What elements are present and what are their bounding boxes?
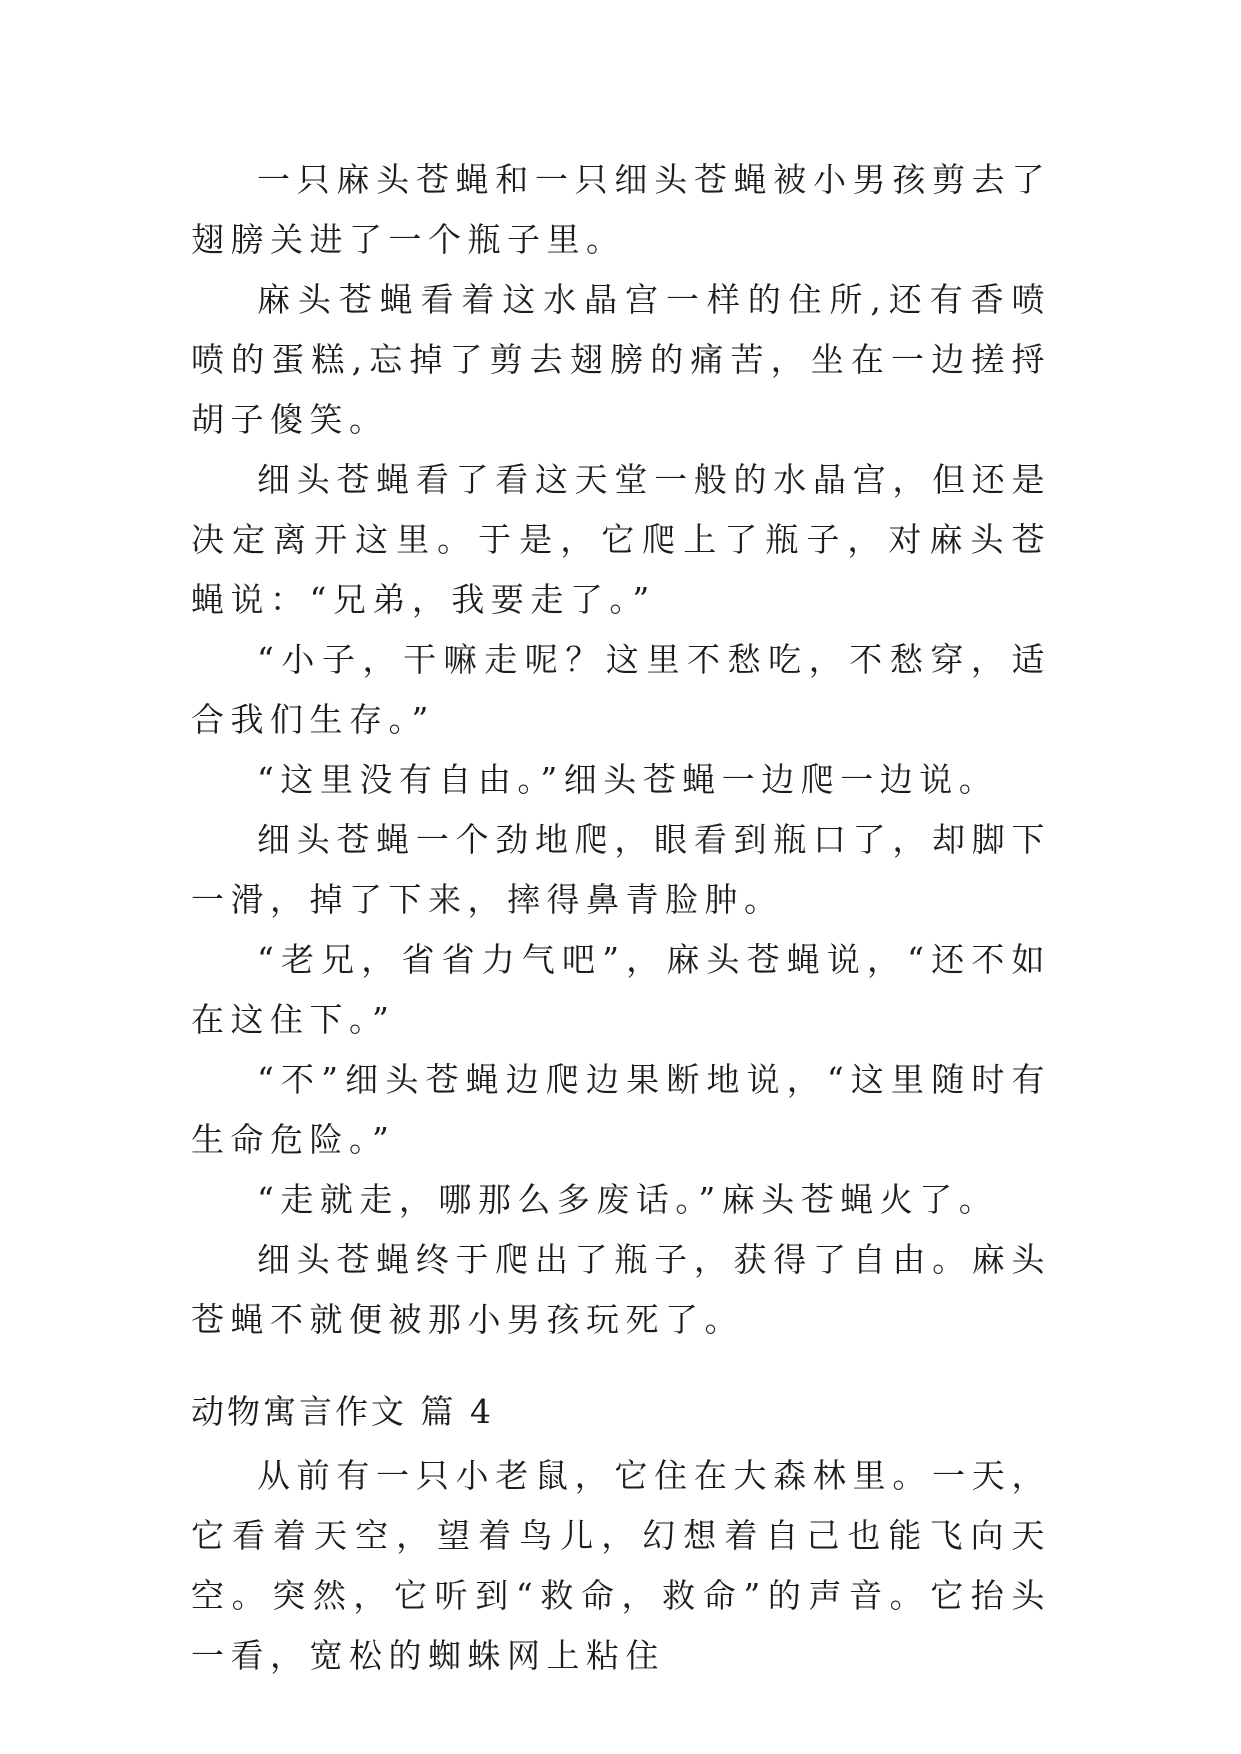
paragraph-6: 细头苍蝇一个劲地爬，眼看到瓶口了，却脚下一滑，掉了下来，摔得鼻青脸肿。 bbox=[191, 820, 1051, 919]
paragraph-11: 从前有一只小老鼠，它住在大森林里。一天，它看着天空，望着鸟儿，幻想着自己也能飞向天空。突然，它听到“救命，救命”的声音。它抬头一看，宽松的蜘蛛网上粘住 bbox=[191, 1456, 1051, 1675]
paragraph-9: “走就走，哪那么多废话。”麻头苍蝇火了。 bbox=[257, 1180, 999, 1219]
paragraph-4: “小子，干嘛走呢？这里不愁吃，不愁穿，适合我们生存。” bbox=[191, 640, 1051, 739]
section-heading: 动物寓言作文 篇 4 bbox=[191, 1392, 494, 1431]
paragraph-10: 细头苍蝇终于爬出了瓶子，获得了自由。麻头苍蝇不就便被那小男孩玩死了。 bbox=[191, 1240, 1051, 1339]
paragraph-2: 麻头苍蝇看着这水晶宫一样的住所,还有香喷喷的蛋糕,忘掉了剪去翅膀的痛苦，坐在一边搓捋胡子傻笑。 bbox=[191, 280, 1051, 439]
paragraph-1: 一只麻头苍蝇和一只细头苍蝇被小男孩剪去了翅膀关进了一个瓶子里。 bbox=[191, 160, 1051, 259]
document-body bbox=[191, 150, 1051, 1686]
paragraph-5: “这里没有自由。”细头苍蝇一边爬一边说。 bbox=[257, 760, 999, 799]
paragraph-8: “不”细头苍蝇边爬边果断地说，“这里随时有生命危险。” bbox=[191, 1060, 1051, 1159]
paragraph-7: “老兄，省省力气吧”，麻头苍蝇说，“还不如在这住下。” bbox=[191, 940, 1051, 1039]
paragraph-3: 细头苍蝇看了看这天堂一般的水晶宫，但还是决定离开这里。于是，它爬上了瓶子，对麻头苍蝇说：“兄弟，我要走了。” bbox=[191, 460, 1051, 619]
